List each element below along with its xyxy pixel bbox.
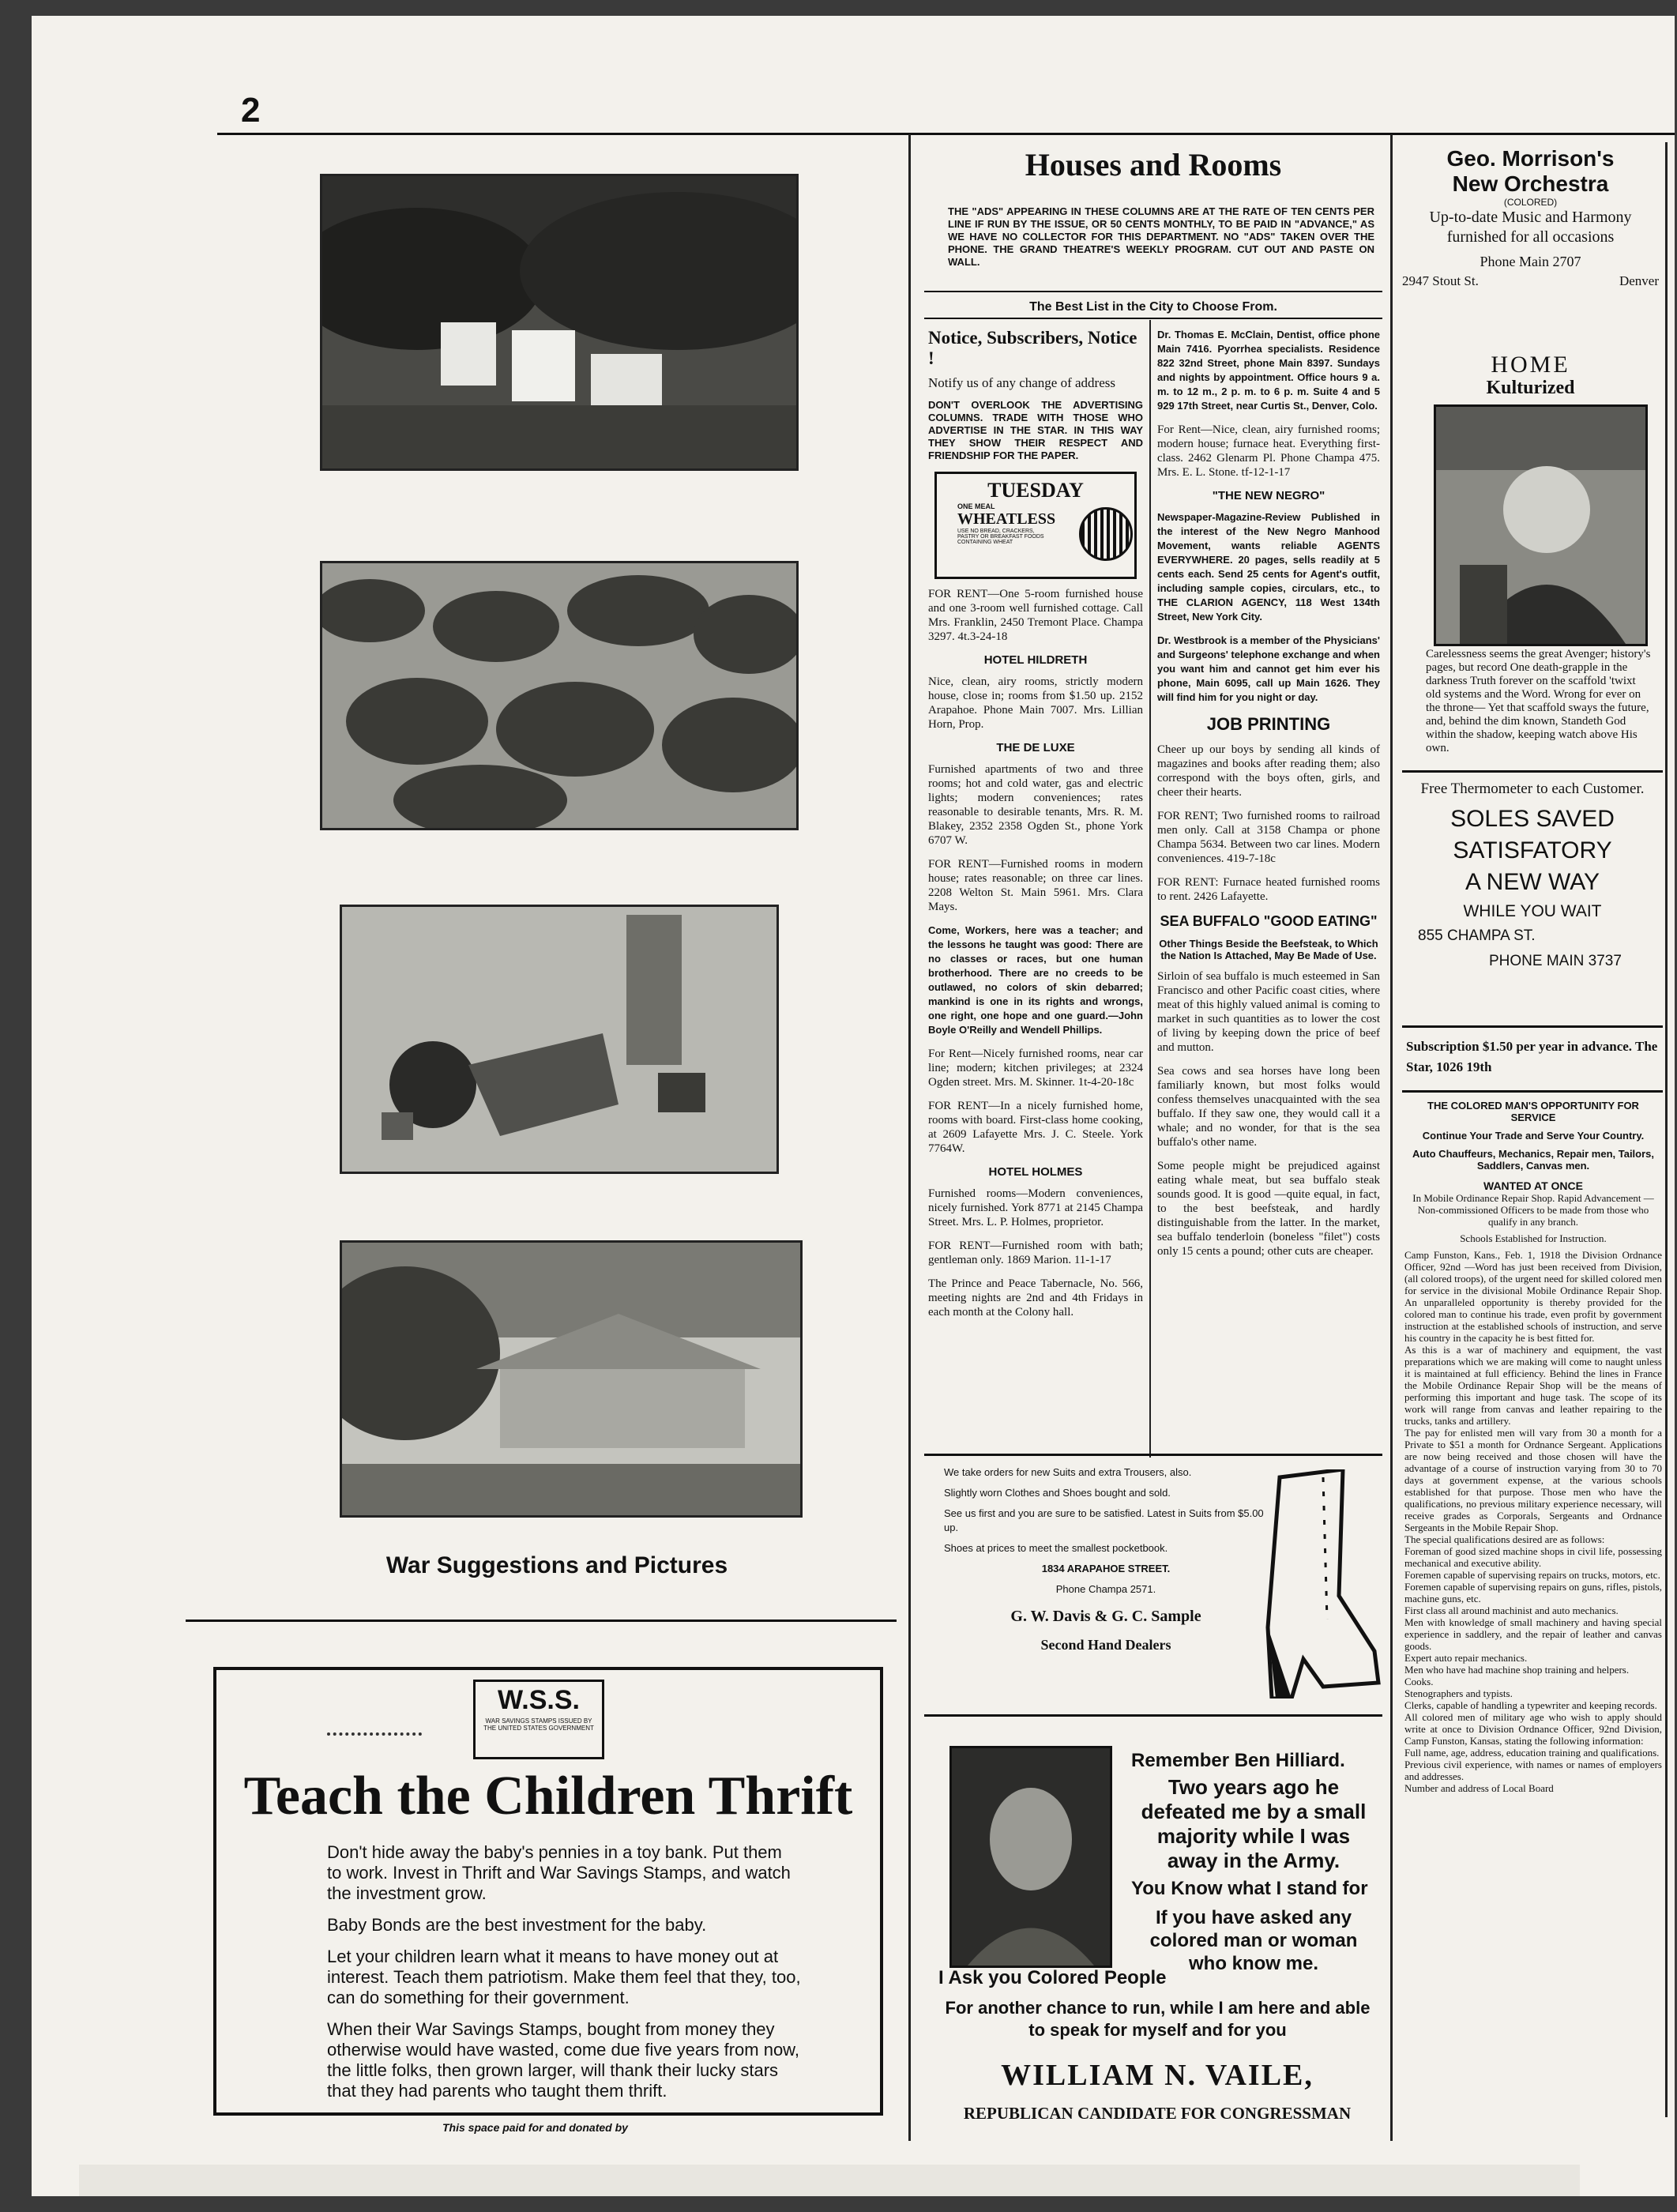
column-rule-3: [1665, 142, 1668, 2117]
tuesday-label: TUESDAY: [987, 479, 1084, 502]
best-list-heading: The Best List in the City to Choose From.: [1029, 300, 1277, 314]
thrift-paragraph-2: Baby Bonds are the best investment for the baby.: [327, 1915, 707, 1935]
rent-ad-marion: FOR RENT—Furnished room with bath; gentleman only. 1869 Marion. 11-1-17: [928, 1240, 1143, 1266]
building-illustration: [342, 1243, 800, 1515]
middle-column-a: [928, 328, 1143, 1329]
houses-rooms-masthead: Houses and Rooms: [1025, 147, 1282, 182]
dr-westbrook-notice: Dr. Westbrook is a member of the Physicians' and Surgeons' telephone exchange and when you want him and cannot get him ever his phone, Main 6095, call up Main 1626. They will find him for you night or day.: [1157, 634, 1380, 703]
rent-ad-steele: FOR RENT—In a nicely furnished home, rooms with board. First-class home cooking, at 2609 Lafayette Mrs. J. C. Steele. York 7764W.: [928, 1100, 1143, 1155]
opportunity-p6: Foremen capable of supervising repairs on trucks, motors, etc.: [1404, 1569, 1660, 1581]
wheatless-label: WHEATLESS: [957, 510, 1056, 528]
page-number: 2: [241, 91, 261, 130]
orchestra-ad: [1402, 146, 1659, 289]
thrift-advertisement: [213, 1667, 883, 2116]
wheatless-instruction: USE NO BREAD, CRACKERS, PASTRY OR BREAKFAST FOODS CONTAINING WHEAT: [957, 529, 1044, 545]
hotel-holmes-heading: HOTEL HOLMES: [988, 1165, 1083, 1179]
rent-ad-mays: FOR RENT—Furnished rooms in modern house; rates reasonable; on three car lines. 2208 Welton St. Main 5961. Mrs. Clara Mays.: [928, 858, 1143, 913]
middle-rule-3: [924, 1454, 1382, 1456]
middle-column-b: [1157, 328, 1380, 1268]
opportunity-heading: THE COLORED MAN'S OPPORTUNITY FOR SERVICE: [1427, 1100, 1639, 1123]
decorative-flourish-icon: [327, 1721, 422, 1736]
boot-drawing: [1248, 1469, 1382, 1698]
vaile-text-2: If you have asked any colored man or woman who know me.: [1149, 1907, 1358, 1974]
right-rule-3: [1402, 1090, 1663, 1093]
opportunity-p3: The pay for enlisted men will vary from 30 a month for a Private to $51 a month for Ordnance Sergeant. Applications are now being received and those chosen will have the advantage of a course of instruction varying from 30 to 70 days at government expense, at the various schools established for that purpose. Those men who have the qualifications, no previous military experience necessary, will receive grades as Corporals, Sergeants and Ordnance Sergeants in the Mobile Repair Shop.: [1404, 1427, 1662, 1533]
soles-ad: [1402, 781, 1663, 970]
wss-logo-subtext: WAR SAVINGS STAMPS ISSUED BY THE UNITED STATES GOVERNMENT: [483, 1717, 594, 1732]
sea-buffalo-paragraph-1: Sirloin of sea buffalo is much esteemed in San Francisco and other Pacific coast cities, where meat of this highly valued animal is coming to market in such quantities as to lower the cost of living by keeping down the price of beef and mutton.: [1157, 970, 1380, 1054]
soles-line-4: WHILE YOU WAIT: [1463, 902, 1602, 920]
soles-line-1: SOLES SAVED: [1450, 806, 1615, 832]
opportunity-p13: Stenographers and typists.: [1404, 1687, 1513, 1699]
sea-buffalo-paragraph-3: Some people might be prejudiced against eating whale meat, but sea buffalo steak sounds good. It is good —quite equal, in fact, to the best beefsteak, and hardly distinguishable from the latter. In the market, sea buffalo tenderloin (boneless "filet") costs only 15 cents a pound; other cuts are cheaper.: [1157, 1160, 1380, 1258]
orchestra-phone: Phone Main 2707: [1480, 254, 1581, 269]
opportunity-subheading: Continue Your Trade and Serve Your Country.: [1422, 1130, 1645, 1142]
rent-ad-franklin: FOR RENT—One 5-room furnished house and one 3-room well furnished cottage. Call Mrs. Franklin, 2450 Tremont Place. Champa 3297. 4t.3-24-18: [928, 588, 1143, 643]
davis-line-2: Slightly worn Clothes and Shoes bought and sold.: [944, 1487, 1171, 1499]
us-shield-icon: [1079, 507, 1133, 561]
newspaper-page: [32, 16, 1675, 2196]
thrift-credit: This space paid for and donated by: [442, 2121, 628, 2134]
vaile-text-1: Two years ago he defeated me by a small majority while I was away in the Army.: [1141, 1775, 1367, 1872]
soles-address: 855 CHAMPA ST.: [1418, 927, 1536, 944]
opportunity-p10: Expert auto repair mechanics.: [1404, 1652, 1528, 1664]
hotel-hildreth-heading: HOTEL HILDRETH: [983, 653, 1088, 667]
opportunity-p14: Clerks, capable of handling a typewriter and keeping records.: [1404, 1699, 1657, 1711]
orchestra-body: Up-to-date Music and Harmony furnished for all occasions: [1429, 209, 1632, 246]
ladies-boot-icon: [1248, 1469, 1382, 1698]
opportunity-p16: Full name, age, address, education training and qualifications.: [1404, 1747, 1660, 1759]
sea-buffalo-heading: SEA BUFFALO "GOOD EATING": [1160, 913, 1378, 929]
davis-dealers: Second Hand Dealers: [1040, 1637, 1171, 1653]
kulturized-heading: Kulturized: [1486, 378, 1575, 398]
middle-rule-4: [924, 1714, 1382, 1717]
vaile-name: WILLIAM N. VAILE,: [1001, 2059, 1314, 2092]
photo-potato-field: [320, 561, 799, 830]
right-rule-2: [1402, 1025, 1663, 1028]
new-negro-heading: "THE NEW NEGRO": [1212, 489, 1325, 502]
photo-canning-tools: [340, 905, 779, 1174]
candidate-portrait: [949, 1746, 1112, 1968]
opportunity-p9: Men with knowledge of small machinery and having special experience in saddlery, and the repair of leather and canvas goods.: [1404, 1616, 1662, 1652]
cartoon-drawing: [1436, 407, 1645, 644]
home-heading: HOME: [1491, 352, 1570, 378]
soles-phone: PHONE MAIN 3737: [1489, 953, 1622, 969]
davis-line-1: We take orders for new Suits and extra Trousers, also.: [944, 1466, 1192, 1478]
subscription-notice: Subscription $1.50 per year in advance. The Star, 1026 19th: [1406, 1039, 1658, 1074]
thermometer-offer: Free Thermometer to each Customer.: [1420, 781, 1645, 797]
workers-quote: Come, Workers, here was a teacher; and the lessons he taught was good: There are no classes or races, but one human brotherhood. There are no creeds to be outlawed, no colors of skin debarred; mankind is one in its rights and wrongs, one right, one hope and one guard.—John Boyle O'Reilly and Wendell Phillips.: [928, 924, 1143, 1036]
wanted-heading: WANTED AT ONCE: [1483, 1179, 1583, 1192]
thrift-paragraph-1: Don't hide away the baby's pennies in a toy bank. Put them to work. Invest in Thrift and War Savings Stamps, and watch the investment grow.: [327, 1842, 791, 1903]
soles-line-3: A NEW WAY: [1465, 869, 1600, 895]
vaile-office: REPUBLICAN CANDIDATE FOR CONGRESSMAN: [963, 2104, 1352, 2123]
poem: Carelessness seems the great Avenger; history's pages, but record One death-grapple in the darkness Truth forever on the scaffold 'twixt old systems and the Word. Wrong for ever on the throne— Yet that scaffold sways the future, and, behind the dim known, Standeth God within the shadow, keeping watch above His own.: [1426, 648, 1651, 754]
notice-subscribers-sub: Notify us of any change of address: [928, 375, 1115, 390]
tabernacle-notice: The Prince and Peace Tabernacle, No. 566, meeting nights are 2nd and 4th Fridays in each month at the Colony hall.: [928, 1277, 1143, 1319]
column-rule-1: [908, 134, 911, 2141]
opportunity-p4: The special qualifications desired are as follows:: [1404, 1533, 1605, 1545]
opportunity-p5: Foreman of good sized machine shops in civil life, possessing mechanical and executive ability.: [1404, 1545, 1662, 1569]
opportunity-p1: Camp Funston, Kans., Feb. 1, 1918 the Division Ordnance Officer, 92nd —Word has just been received from Division, (all colored troops), of the urgent need for skilled colored men for service in the divisional Mobile Ordinance Repair Shop. An unparalleled opportunity is thereby provided for the colored man to continue his trade, even profit by government instruction at the established schools of instruction, and serve his country in the capacity he is best fitted for.: [1404, 1249, 1662, 1344]
opportunity-trades: Auto Chauffeurs, Mechanics, Repair men, Tailors, Saddlers, Canvas men.: [1412, 1148, 1655, 1172]
tuesday-one-meal: ONE MEAL: [957, 502, 995, 510]
schools-heading: Schools Established for Instruction.: [1460, 1232, 1607, 1244]
sea-buffalo-subheading: Other Things Beside the Beefsteak, to Which the Nation Is Attached, May Be Made of Use.: [1159, 938, 1378, 961]
orchestra-address-city: Denver: [1619, 273, 1659, 288]
davis-sample-advertisement: [924, 1462, 1382, 1706]
davis-line-3: See us first and you are sure to be satisfied. Latest in Suits from $5.00 up.: [944, 1507, 1264, 1533]
thrift-body: [327, 1842, 801, 2112]
opportunity-p12: Cooks.: [1404, 1676, 1434, 1687]
rent-ad-skinner: For Rent—Nicely furnished rooms, near car line; modern; kitchen privileges; at 2324 Ogden street. Mrs. M. Skinner. 1t-4-20-18c: [928, 1048, 1143, 1089]
beehives-illustration: [322, 176, 796, 468]
home-cartoon: [1434, 404, 1648, 646]
vaile-head-3: I Ask you Colored People: [938, 1967, 1167, 1988]
underlying-sheet-edge: [79, 2165, 1580, 2196]
davis-address: 1834 ARAPAHOE STREET.: [1041, 1563, 1171, 1574]
column-rule-2: [1390, 134, 1393, 2141]
colored-man-opportunity-article: [1404, 1100, 1662, 1794]
notice-subscribers-heading: Notice, Subscribers, Notice !: [928, 328, 1137, 368]
vaile-head-2: You Know what I stand for: [1131, 1878, 1368, 1899]
soles-line-2: SATISFATORY: [1453, 837, 1612, 863]
photos-caption: War Suggestions and Pictures: [385, 1552, 728, 1578]
orchestra-address-row: [1402, 273, 1659, 289]
opportunity-p15: All colored men of military age who wish to apply should write at once to Division Ordnance Officer, 92nd Division, Camp Funston, Kansas, stating the following information:: [1404, 1711, 1662, 1747]
orchestra-title-2: New Orchestra: [1452, 171, 1609, 196]
rent-ad-stone: For Rent—Nice, clean, airy furnished rooms; modern house; furnace heat. Everything first-class. 2462 Glenarm Pl. Phone Champa 475. Mrs. E. L. Stone. tf-12-1-17: [1157, 423, 1380, 479]
hotel-hildreth-body: Nice, clean, airy rooms, strictly modern house, close in; rooms from $1.50 up. 2152 Arapahoe. Phone Main 7007. Mrs. Lillian Horn, Prop.: [928, 675, 1143, 731]
job-printing-heading: JOB PRINTING: [1206, 714, 1331, 734]
opportunity-p17: Previous civil experience, with names or names of employers and addresses.: [1404, 1759, 1662, 1782]
new-negro-body: Newspaper-Magazine-Review Published in the interest of the New Negro Manhood Movement, wants reliable AGENTS EVERYWHERE. 20 pages, sells readily at 5 cents each. Send 25 cents for Agent's outfit, including sample copies, circulars, etc., to THE CLARION AGENCY, 118 West 134th Street, New York City.: [1157, 511, 1380, 623]
de-luxe-heading: THE DE LUXE: [996, 741, 1075, 754]
vaile-head-1: Remember Ben Hilliard.: [1131, 1750, 1345, 1771]
thrift-paragraph-3: Let your children learn what it means to have money out at interest. Teach them patriotism. Make them feel that they, too, can do something for their government.: [327, 1947, 801, 2007]
job-printing-body: Cheer up our boys by sending all kinds of magazines and books after reading them; also correspond with the boys often, girls, and cheer their hearts.: [1157, 743, 1380, 799]
field-illustration: [322, 563, 796, 828]
tuesday-wheatless-box: [934, 472, 1137, 579]
tools-illustration: [342, 907, 776, 1172]
rent-ad-railroad: FOR RENT; Two furnished rooms to railroad men only. Call at 3158 Champa or phone Champa 5634. Between two car lines. Modern conveniences. 419-7-18c: [1157, 810, 1380, 865]
notice-subscribers-body: DON'T OVERLOOK THE ADVERTISING COLUMNS. TRADE WITH THOSE WHO ADVERTISE IN THE STAR. IN THIS WAY THEY SHOW THEIR RESPECT AND FRIENDSHIP FOR THE PAPER.: [928, 399, 1143, 461]
top-rule: [217, 133, 1675, 135]
middle-rule-2: [924, 318, 1382, 319]
ads-rate-notice: THE "ADS" APPEARING IN THESE COLUMNS ARE AT THE RATE OF TEN CENTS PER LINE IF RUN BY THE ISSUE, OR 50 CENTS MONTHLY, TO BE PAID IN "ADVANCE," AS WE HAVE NO COLLECTOR FOR THIS DEPARTMENT. NO "ADS" TAKEN OVER THE PHONE. THE GRAND THEATRE'S WEEKLY PROGRAM. CUT OUT AND PASTE ON WALL.: [948, 205, 1374, 268]
dentist-mcclain-ad: Dr. Thomas E. McClain, Dentist, office phone Main 7416. Pyorrhea specialists. Residence 822 32nd Street, phone Main 8397. Sundays and nights by appointment. Office hours 9 a. m. to 12 m., 2 p. m. to 6 p. m. Suite 4 and 5 929 17th Street, near Curtis St., Denver, Colo.: [1157, 329, 1380, 412]
davis-text-block: [944, 1465, 1268, 1653]
opportunity-p18: Number and address of Local Board: [1404, 1782, 1554, 1794]
middle-rule-1: [924, 291, 1382, 292]
davis-line-4: Shoes at prices to meet the smallest pocketbook.: [944, 1542, 1168, 1554]
vaile-text-3: For another chance to run, while I am here and able to speak for myself and for you: [945, 1998, 1371, 2040]
opportunity-p2: As this is a war of machinery and equipment, the vast preparations which we are making will come to naught unless it is maintained at full efficiency. Behind the lines in France the Mobile Ordinance Repair Shop will be the means of performing this important and huge task. The scope of its work will range from canvas and leather repairing to the trucks, tanks and artillery.: [1404, 1344, 1662, 1427]
hotel-holmes-body: Furnished rooms—Modern conveniences, nicely furnished. York 8771 at 2145 Champa Street. Mrs. L. P. Holmes, proprietor.: [928, 1187, 1143, 1228]
davis-proprietors: G. W. Davis & G. C. Sample: [1010, 1608, 1201, 1625]
davis-phone: Phone Champa 2571.: [1055, 1583, 1156, 1595]
opportunity-p11: Men who have had machine shop training and helpers.: [1404, 1664, 1630, 1676]
orchestra-title-1: Geo. Morrison's: [1446, 146, 1615, 171]
orchestra-address-street: 2947 Stout St.: [1402, 273, 1479, 288]
orchestra-colored: (COLORED): [1503, 197, 1558, 208]
photo-beehives: [320, 174, 799, 471]
left-section-rule: [186, 1620, 897, 1622]
right-rule-1: [1402, 770, 1663, 773]
sea-buffalo-paragraph-2: Sea cows and sea horses have long been familiarly known, but most folks would confess themselves unacquainted with the sea buffalo. If they saw one, they would call it a whale; and no wonder, for that is the sea buffalo's other name.: [1157, 1065, 1380, 1149]
wss-logo: [473, 1680, 604, 1759]
thrift-paragraph-4: When their War Savings Stamps, bought from money they otherwise would have wasted, come due five years from now, the little folks, then grown larger, will thank their lucky stars that they had parents who taught them thrift.: [327, 2019, 799, 2101]
vaile-advertisement: [932, 1726, 1382, 2145]
middle-subcolumn-rule: [1149, 320, 1151, 1458]
portrait-drawing: [952, 1748, 1110, 1966]
de-luxe-body: Furnished apartments of two and three rooms; hot and cold water, gas and electric lights; modern conveniences; rates reasonable to desirable tenants, Mrs. R. M. Blakey, 2352 2358 Ogden St., phone York 6707 W.: [928, 763, 1143, 847]
thrift-headline: Teach the Children Thrift: [243, 1766, 853, 1826]
photo-farm-building: [340, 1240, 803, 1518]
wanted-subheading: In Mobile Ordinance Repair Shop. Rapid Advancement — Non-commissioned Officers to be made from those who qualify in any branch.: [1412, 1192, 1654, 1228]
opportunity-p8: First class all around machinist and auto mechanics.: [1404, 1604, 1619, 1616]
wss-logo-text: W.S.S.: [498, 1685, 580, 1715]
rent-ad-lafayette: FOR RENT: Furnace heated furnished rooms to rent. 2426 Lafayette.: [1157, 876, 1380, 903]
opportunity-p7: Foremen capable of supervising repairs on guns, rifles, pistols, machine guns, etc.: [1404, 1581, 1663, 1604]
